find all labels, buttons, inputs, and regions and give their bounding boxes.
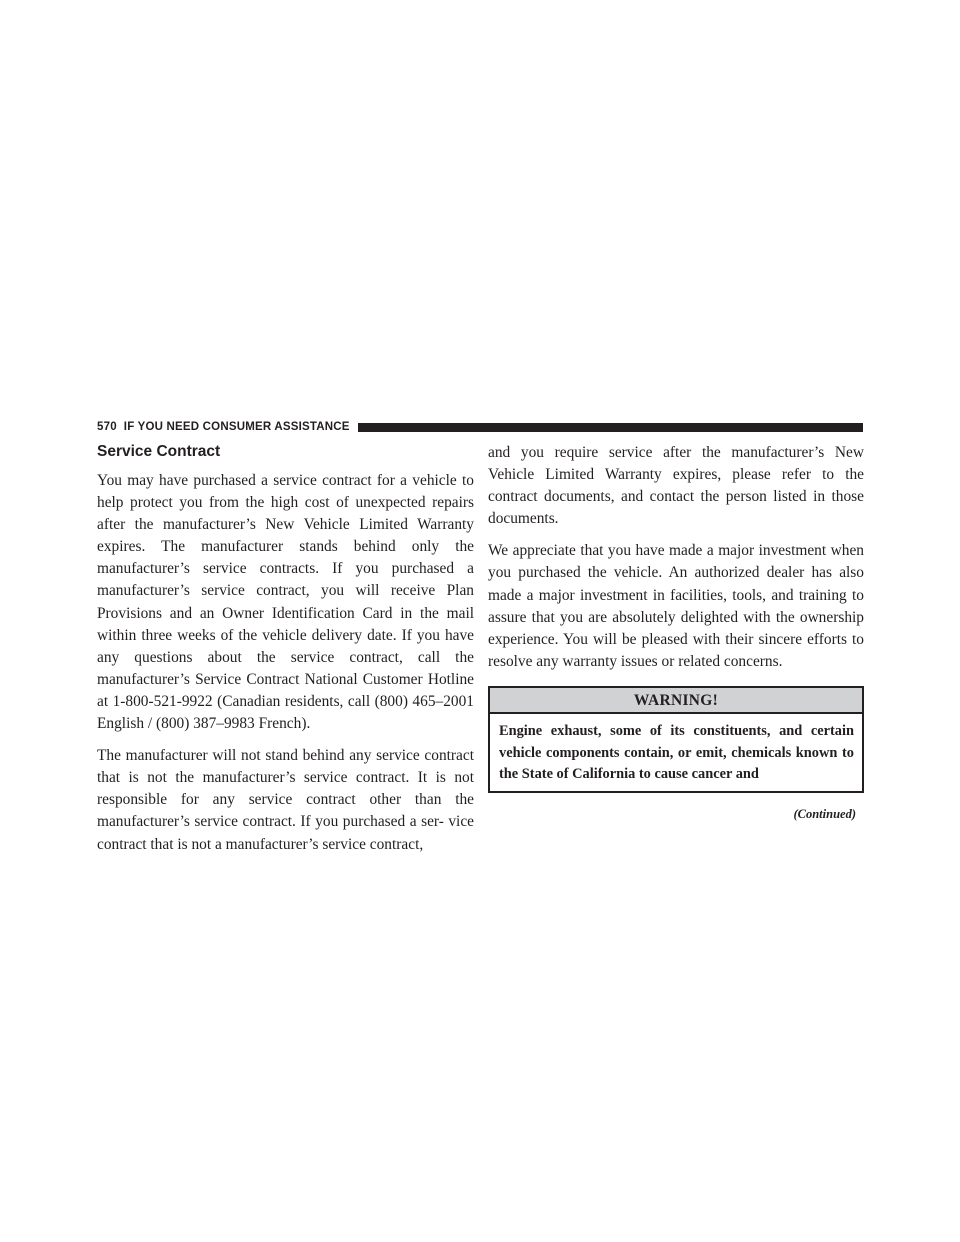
section-title: IF YOU NEED CONSUMER ASSISTANCE <box>123 421 350 433</box>
right-column <box>488 442 864 822</box>
warning-title: WARNING! <box>490 688 862 714</box>
warning-box <box>488 686 864 793</box>
service-contract-paragraph-2-continued: and you require service after the manufacturer’s New Vehicle Limited Warranty expires, please refer to the contract documents, and contact the person listed in those documents. <box>488 444 864 528</box>
service-contract-heading: Service Contract <box>97 443 221 460</box>
continued-label: (Continued) <box>793 806 856 821</box>
page-number: 570 <box>97 421 117 433</box>
warning-body: Engine exhaust, some of its constituents, and certain vehicle components contain, or emit, chemicals known to the State of California to cause cancer and <box>499 722 854 783</box>
service-contract-paragraph-1: You may have purchased a service contract for a vehicle to help protect you from the high cost of unexpected repairs after the manufacturer’s New Vehicle Limited Warranty expires. The manufacturer stands behind only the manufacturer’s service contracts. If you purchased a manufacturer’s service contract, you will receive Plan Provisions and an Owner Identification Card in the mail within three weeks of the vehicle delivery date. If you have any questions about the service contract, call the manufacturer’s Service Contract National Customer Hotline at 1-800-521-9922 (Canadian residents, call (800) 465–2001 English / (800) 387–9983 French). <box>97 472 474 733</box>
service-contract-paragraph-3: We appreciate that you have made a major investment when you purchased the vehicle. An authorized dealer has also made a major investment in facilities, tools, and training to assure that you are absolutely delighted with the ownership experience. You will be pleased with their sincere efforts to resolve any warranty issues or related concerns. <box>488 542 864 670</box>
service-contract-paragraph-2: The manufacturer will not stand behind any service contract that is not the manufacturer’s service contract. It is not responsible for any service contract other than the manufacturer’s service contract. If you purchased a ser- vice contract that is not a manufacturer’s service contract, <box>97 747 474 853</box>
page-header <box>97 419 863 435</box>
header-rule <box>358 423 863 432</box>
left-column <box>97 442 474 866</box>
